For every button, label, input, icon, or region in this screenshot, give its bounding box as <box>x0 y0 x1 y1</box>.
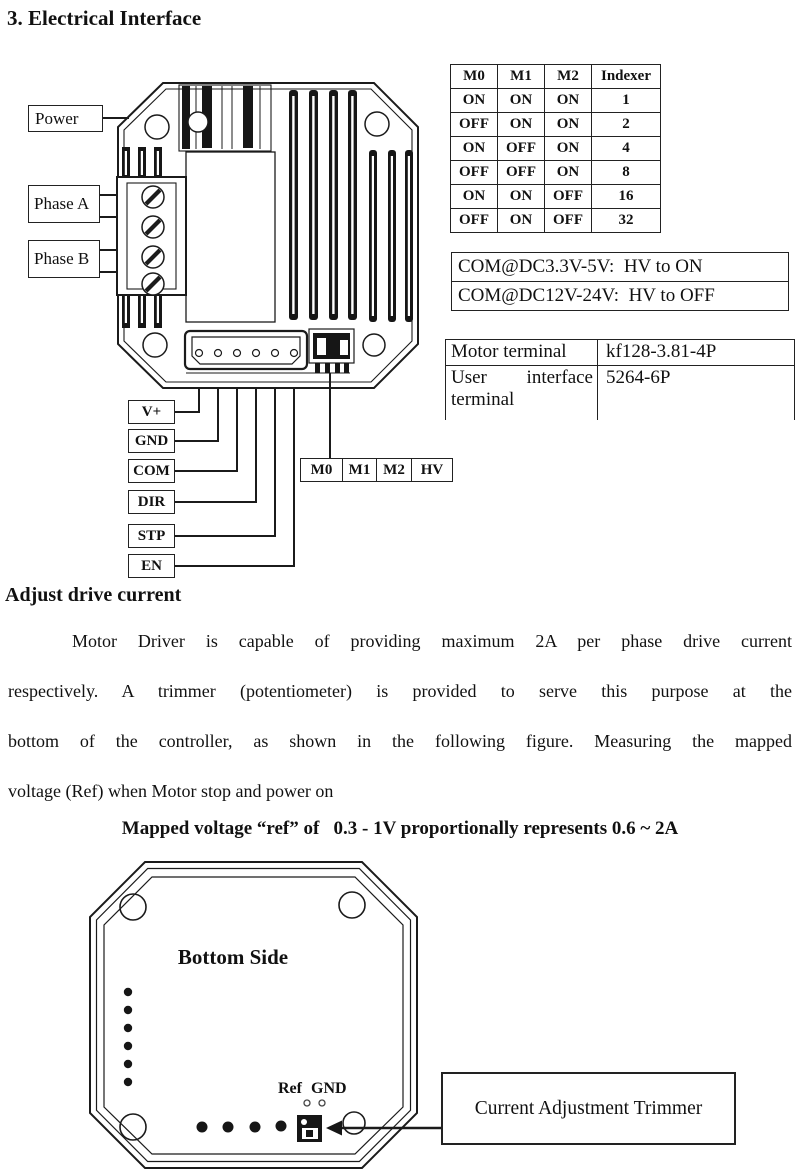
col-header-m1: M1 <box>498 65 545 89</box>
switch-label-hv: HV <box>412 458 453 482</box>
paragraph-line: voltage (Ref) when Motor stop and power on <box>8 781 334 801</box>
com-voltage-table <box>451 252 789 311</box>
pin-label-dir: DIR <box>128 490 175 514</box>
trimmer-component <box>297 1115 322 1142</box>
cell: 1 <box>592 89 661 113</box>
col-header-m2: M2 <box>545 65 592 89</box>
switch-label-m2: M2 <box>377 458 412 482</box>
switch-label-m1: M1 <box>343 458 377 482</box>
terminal-name: User interface terminal <box>446 366 598 420</box>
paragraph-line: bottom of the controller, as shown in the following figure. Measuring the mapped <box>8 731 792 751</box>
cell: 8 <box>592 161 661 185</box>
cell: ON <box>545 113 592 137</box>
phase-b-label-box: Phase B <box>28 240 100 278</box>
terminal-value: kf128-3.81-4P <box>606 341 717 362</box>
microstep-header-row <box>451 65 661 89</box>
com-voltage-row: COM@DC3.3V-5V: HV to ON <box>452 253 788 282</box>
cell: ON <box>545 161 592 185</box>
terminal-name: Motor terminal <box>446 340 598 365</box>
table-row <box>451 161 661 185</box>
current-adjustment-trimmer-callout: Current Adjustment Trimmer <box>441 1072 736 1145</box>
motor-terminal-block <box>117 177 186 295</box>
table-row <box>451 89 661 113</box>
heatsink-fins-right <box>369 150 413 322</box>
com-voltage-row: COM@DC12V-24V: HV to OFF <box>458 285 715 306</box>
cell: OFF <box>498 137 545 161</box>
cell: ON <box>545 137 592 161</box>
dip-switch-label-strip <box>300 458 453 482</box>
table-row <box>446 366 794 420</box>
adjust-drive-current-heading: Adjust drive current <box>5 584 182 606</box>
pin-label-stp: STP <box>128 524 175 548</box>
bottom-board-illustration <box>90 862 442 1168</box>
phase-a-label-box: Phase A <box>28 185 100 223</box>
power-label-box: Power <box>28 105 103 132</box>
bottom-side-label: Bottom Side <box>177 945 289 969</box>
cell: OFF <box>451 209 498 233</box>
cell: ON <box>451 89 498 113</box>
six-pin-connector <box>185 331 307 369</box>
body-paragraph <box>8 616 792 816</box>
terminal-value: 5264-6P <box>606 367 671 388</box>
pin-label-vplus: V+ <box>128 400 175 424</box>
cell: ON <box>498 185 545 209</box>
table-row <box>451 209 661 233</box>
pin-label-en: EN <box>128 554 175 578</box>
table-row <box>446 340 794 366</box>
cell: 32 <box>592 209 661 233</box>
paragraph-line: Motor Driver is capable of providing maximum 2A per phase drive current <box>72 631 792 651</box>
switch-label-m0: M0 <box>300 458 343 482</box>
cell: OFF <box>545 209 592 233</box>
cell: 2 <box>592 113 661 137</box>
cell: ON <box>498 209 545 233</box>
cell: OFF <box>451 161 498 185</box>
cell: OFF <box>451 113 498 137</box>
cell: ON <box>451 185 498 209</box>
table-row <box>451 113 661 137</box>
cell: ON <box>498 89 545 113</box>
table-row <box>451 137 661 161</box>
cell: ON <box>498 113 545 137</box>
cell: 16 <box>592 185 661 209</box>
paragraph-line: respectively. A trimmer (potentiometer) is provided to serve this purpose at the <box>8 681 792 701</box>
mapped-voltage-note: Mapped voltage “ref” of 0.3 - 1V proportionally represents 0.6 ~ 2A <box>121 818 679 839</box>
pin-label-gnd: GND <box>128 429 175 453</box>
col-header-indexer: Indexer <box>592 65 661 89</box>
cell: 4 <box>592 137 661 161</box>
cell: ON <box>451 137 498 161</box>
col-header-m0: M0 <box>451 65 498 89</box>
table-row <box>451 185 661 209</box>
cell: ON <box>545 89 592 113</box>
gnd-label: GND <box>311 1080 347 1097</box>
terminal-type-table <box>445 339 795 420</box>
pin-label-com: COM <box>128 459 175 483</box>
page-title: 3. Electrical Interface <box>7 6 202 30</box>
microstep-table <box>450 64 661 233</box>
ref-label: Ref <box>278 1080 302 1097</box>
cell: OFF <box>545 185 592 209</box>
cell: OFF <box>498 161 545 185</box>
